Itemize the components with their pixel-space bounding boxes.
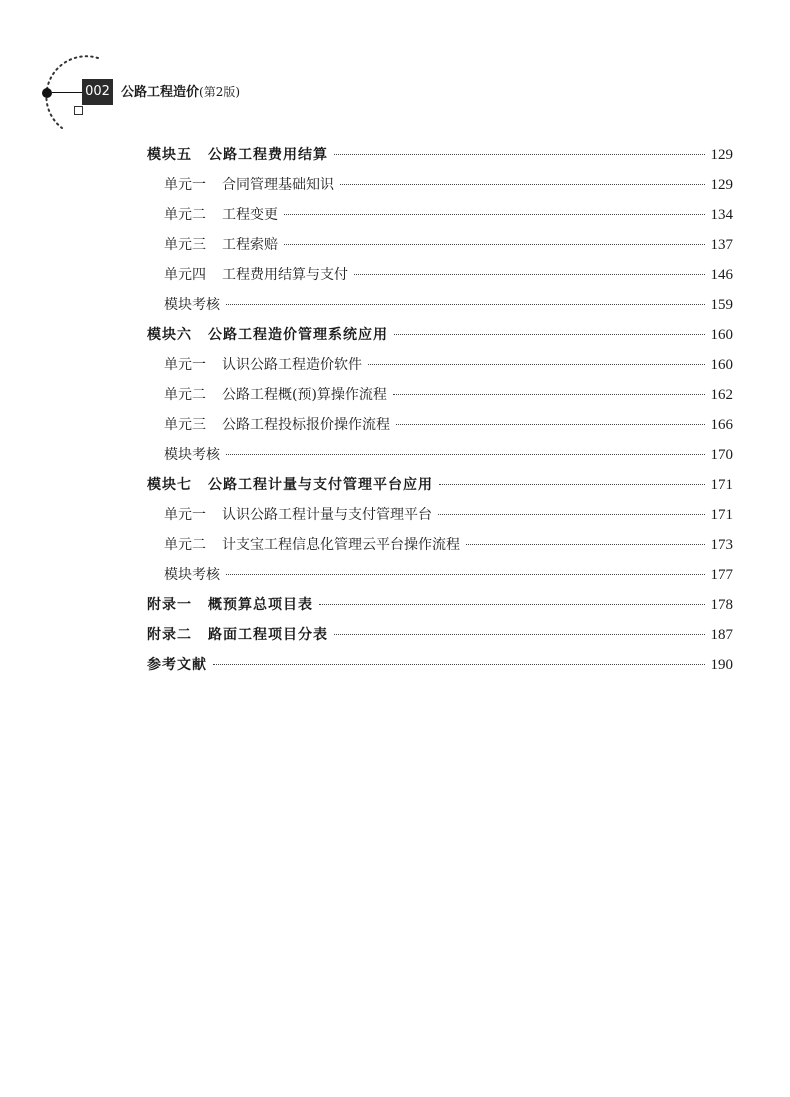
toc-leader-dots <box>354 274 705 275</box>
toc-leader-dots <box>284 214 705 215</box>
toc-page-number: 178 <box>710 597 733 613</box>
toc-entry-label: 单元二 <box>164 537 206 553</box>
toc-page-number: 129 <box>710 177 733 193</box>
toc-leader-dots <box>340 184 705 185</box>
toc-page-number: 171 <box>710 507 733 523</box>
toc-entry-heading <box>164 290 220 320</box>
toc-unit-entry <box>147 380 733 410</box>
toc-leader-dots <box>284 244 705 245</box>
toc-entry-label: 单元二 <box>164 207 206 223</box>
toc-entry-label: 单元一 <box>164 357 206 373</box>
toc-entry-heading <box>164 560 220 590</box>
toc-module-entry <box>147 140 733 170</box>
header-square-mark <box>74 106 83 115</box>
toc-entry-label: 附录二 <box>147 627 192 643</box>
toc-entry-label: 附录一 <box>147 597 192 613</box>
toc-entry-title: 工程索赔 <box>222 237 278 253</box>
toc-entry-label: 单元二 <box>164 387 206 403</box>
toc-entry-title: 模块考核 <box>164 297 220 313</box>
toc-page-number: 177 <box>710 567 733 583</box>
toc-unit-entry <box>147 290 733 320</box>
toc-page-number: 166 <box>710 417 733 433</box>
toc-entry-heading <box>164 530 460 560</box>
toc-page-number: 170 <box>710 447 733 463</box>
toc-entry-label: 单元一 <box>164 177 206 193</box>
toc-leader-dots <box>368 364 705 365</box>
toc-entry-title: 公路工程造价管理系统应用 <box>208 327 388 343</box>
toc-unit-entry <box>147 500 733 530</box>
toc-entry-title: 公路工程概(预)算操作流程 <box>222 387 387 403</box>
toc-entry-heading <box>164 170 334 200</box>
toc-leader-dots <box>319 604 705 605</box>
toc-leader-dots <box>438 514 705 515</box>
header-arc-decoration <box>0 0 130 140</box>
toc-entry-heading <box>164 350 362 380</box>
toc-entry-title: 认识公路工程计量与支付管理平台 <box>222 507 432 523</box>
toc-entry-heading <box>147 470 433 500</box>
toc-leader-dots <box>226 574 705 575</box>
toc-module-entry <box>147 620 733 650</box>
toc-leader-dots <box>466 544 705 545</box>
toc-entry-title: 模块考核 <box>164 447 220 463</box>
header-rule <box>52 92 82 93</box>
running-head <box>121 83 240 102</box>
toc-entry-title: 认识公路工程造价软件 <box>222 357 362 373</box>
toc-leader-dots <box>394 334 705 335</box>
toc-leader-dots <box>439 484 705 485</box>
toc-page-number: 173 <box>710 537 733 553</box>
toc-unit-entry <box>147 410 733 440</box>
toc-leader-dots <box>334 634 705 635</box>
toc-entry-heading <box>147 320 388 350</box>
toc-leader-dots <box>226 454 705 455</box>
toc-entry-title: 合同管理基础知识 <box>222 177 334 193</box>
toc-module-entry <box>147 320 733 350</box>
book-title: 公路工程造价 <box>121 85 200 100</box>
toc-entry-heading <box>164 440 220 470</box>
toc-entry-label: 模块五 <box>147 147 192 163</box>
toc-unit-entry <box>147 260 733 290</box>
toc-entry-label: 单元一 <box>164 507 206 523</box>
toc-page-number: 162 <box>710 387 733 403</box>
toc-entry-heading <box>164 500 432 530</box>
toc-entry-heading <box>147 650 207 680</box>
toc-module-entry <box>147 650 733 680</box>
toc-entry-heading <box>164 380 387 410</box>
page-number-badge: 002 <box>82 79 113 105</box>
toc-unit-entry <box>147 350 733 380</box>
toc-page-number: 160 <box>710 357 733 373</box>
toc-leader-dots <box>334 154 705 155</box>
toc-leader-dots <box>396 424 705 425</box>
toc-page-number: 171 <box>710 477 733 493</box>
toc-entry-heading <box>147 140 328 170</box>
toc-entry-title: 参考文献 <box>147 657 207 673</box>
book-edition: (第2版) <box>199 85 241 99</box>
toc-page-number: 159 <box>710 297 733 313</box>
toc-page-number: 187 <box>710 627 733 643</box>
toc-page-number: 146 <box>710 267 733 283</box>
toc-entry-label: 模块七 <box>147 477 192 493</box>
toc-unit-entry <box>147 440 733 470</box>
toc-entry-heading <box>147 590 313 620</box>
toc-entry-label: 模块六 <box>147 327 192 343</box>
toc-entry-title: 工程费用结算与支付 <box>222 267 348 283</box>
toc-entry-heading <box>164 230 278 260</box>
toc-unit-entry <box>147 200 733 230</box>
toc-unit-entry <box>147 560 733 590</box>
toc-entry-title: 计支宝工程信息化管理云平台操作流程 <box>222 537 460 553</box>
toc-entry-title: 路面工程项目分表 <box>208 627 328 643</box>
toc-entry-label: 单元三 <box>164 417 206 433</box>
toc-entry-heading <box>164 200 278 230</box>
toc-entry-title: 模块考核 <box>164 567 220 583</box>
toc-entry-title: 公路工程费用结算 <box>208 147 328 163</box>
toc-page-number: 134 <box>710 207 733 223</box>
toc-page-number: 137 <box>710 237 733 253</box>
toc-page-number: 129 <box>710 147 733 163</box>
toc-entry-heading <box>147 620 328 650</box>
toc-leader-dots <box>226 304 705 305</box>
table-of-contents <box>147 140 733 680</box>
toc-entry-title: 公路工程投标报价操作流程 <box>222 417 390 433</box>
toc-module-entry <box>147 590 733 620</box>
toc-entry-title: 公路工程计量与支付管理平台应用 <box>208 477 433 493</box>
toc-page-number: 190 <box>710 657 733 673</box>
toc-page-number: 160 <box>710 327 733 343</box>
toc-entry-heading <box>164 410 390 440</box>
toc-module-entry <box>147 470 733 500</box>
header-bullet-dot <box>42 88 52 98</box>
toc-unit-entry <box>147 530 733 560</box>
toc-entry-label: 单元三 <box>164 237 206 253</box>
toc-unit-entry <box>147 170 733 200</box>
toc-unit-entry <box>147 230 733 260</box>
toc-leader-dots <box>213 664 705 665</box>
toc-leader-dots <box>393 394 705 395</box>
toc-entry-heading <box>164 260 348 290</box>
toc-entry-label: 单元四 <box>164 267 206 283</box>
toc-entry-title: 概预算总项目表 <box>208 597 313 613</box>
toc-entry-title: 工程变更 <box>222 207 278 223</box>
